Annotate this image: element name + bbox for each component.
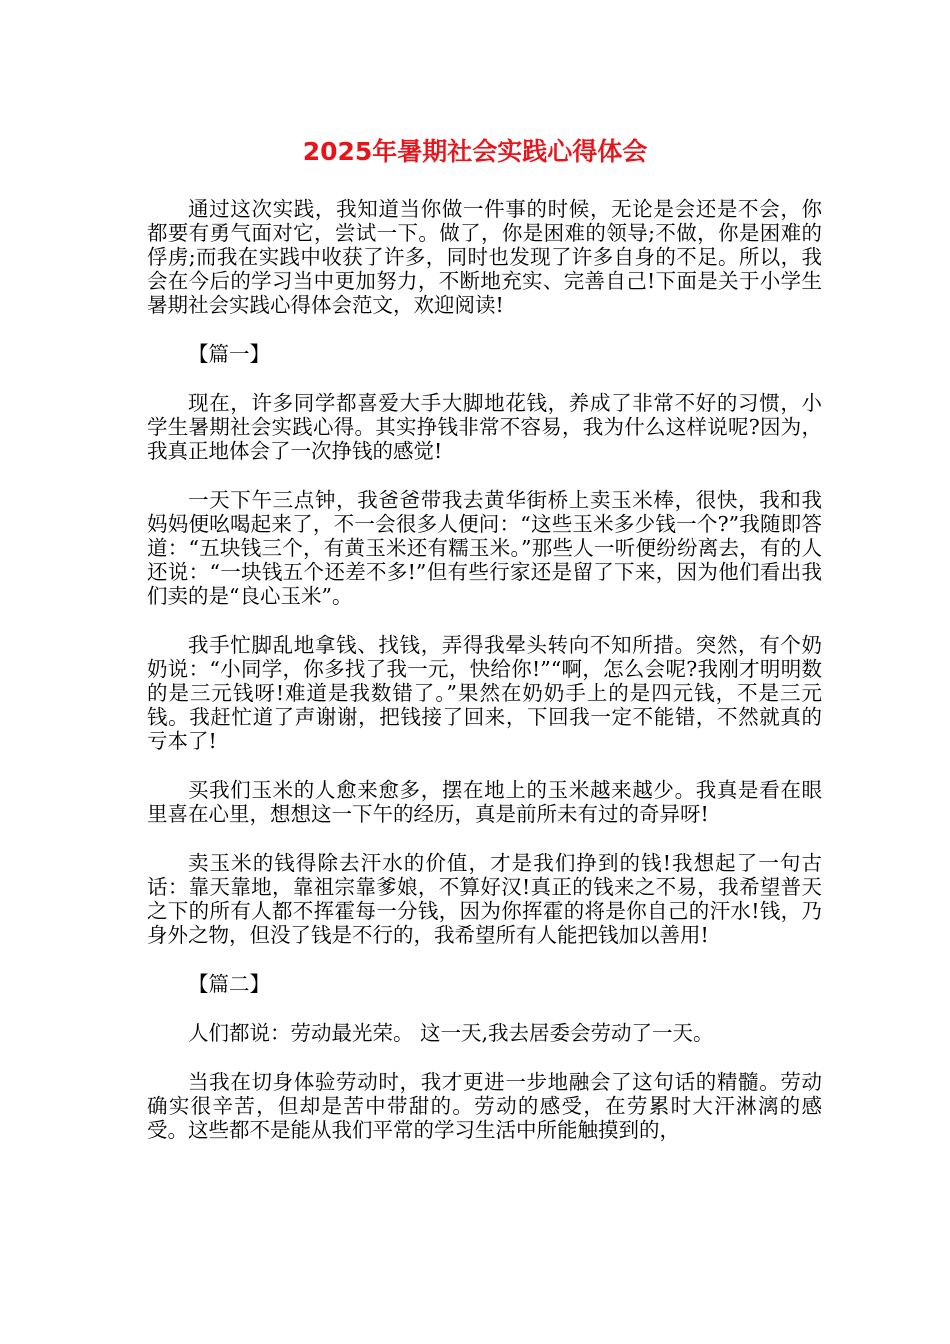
- document-body: [147, 197, 822, 1167]
- body-paragraph: 人们都说：劳动最光荣。 这一天,我去居委会劳动了一天。: [188, 1021, 714, 1045]
- body-paragraph: 我手忙脚乱地拿钱、找钱，弄得我晕头转向不知所措。突然，有个奶奶说：“小同学，你多找了我一元，快给你!”“啊，怎么会呢?我刚才明明数的是三元钱呀!难道是我数错了。”果然在奶奶手上的是四元钱，不是三元钱。我赶忙道了声谢谢，把钱接了回来，下回我一定不能错，不然就真的亏本了!: [147, 633, 822, 753]
- body-paragraph: 买我们玉米的人愈来愈多，摆在地上的玉米越来越少。我真是看在眼里喜在心里，想想这一下午的经历，真是前所未有过的奇异呀!: [147, 778, 822, 826]
- document-title: 2025年暑期社会实践心得体会: [302, 137, 648, 166]
- intro-paragraph: 通过这次实践，我知道当你做一件事的时候，无论是会还是不会，你都要有勇气面对它，尝试一下。做了，你是困难的领导;不做，你是困难的俘虏;而我在实践中收获了许多，同时也发现了许多自身的不足。所以，我会在今后的学习当中更加努力，不断地充实、完善自己!下面是关于小学生暑期社会实践心得体会范文，欢迎阅读!: [147, 197, 822, 317]
- section-heading-part-two: 【篇二】: [188, 972, 270, 996]
- body-paragraph: 现在，许多同学都喜爱大手大脚地花钱，养成了非常不好的习惯，小学生暑期社会实践心得。其实挣钱非常不容易，我为什么这样说呢?因为，我真正地体会了一次挣钱的感觉!: [147, 391, 822, 463]
- body-paragraph: 卖玉米的钱得除去汗水的价值，才是我们挣到的钱!我想起了一句古话：靠天靠地，靠祖宗靠爹娘，不算好汉!真正的钱来之不易，我希望普天之下的所有人都不挥霍每一分钱，因为你挥霍的将是你自己的汗水!钱，乃身外之物，但没了钱是不行的，我希望所有人能把钱加以善用!: [147, 851, 822, 947]
- body-paragraph: 一天下午三点钟，我爸爸带我去黄华街桥上卖玉米棒，很快，我和我妈妈便吆喝起来了，不一会很多人便问：“这些玉米多少钱一个?”我随即答道：“五块钱三个，有黄玉米还有糯玉米。”那些人一听便纷纷离去，有的人还说：“一块钱五个还差不多!”但有些行家还是留了下来，因为他们看出我们卖的是“良心玉米”。: [147, 488, 822, 608]
- body-paragraph: 当我在切身体验劳动时，我才更进一步地融会了这句话的精髓。劳动确实很辛苦，但却是苦中带甜的。劳动的感受，在劳累时大汗淋漓的感受。这些都不是能从我们平常的学习生活中所能触摸到的，: [147, 1070, 822, 1142]
- section-heading-part-one: 【篇一】: [188, 342, 270, 366]
